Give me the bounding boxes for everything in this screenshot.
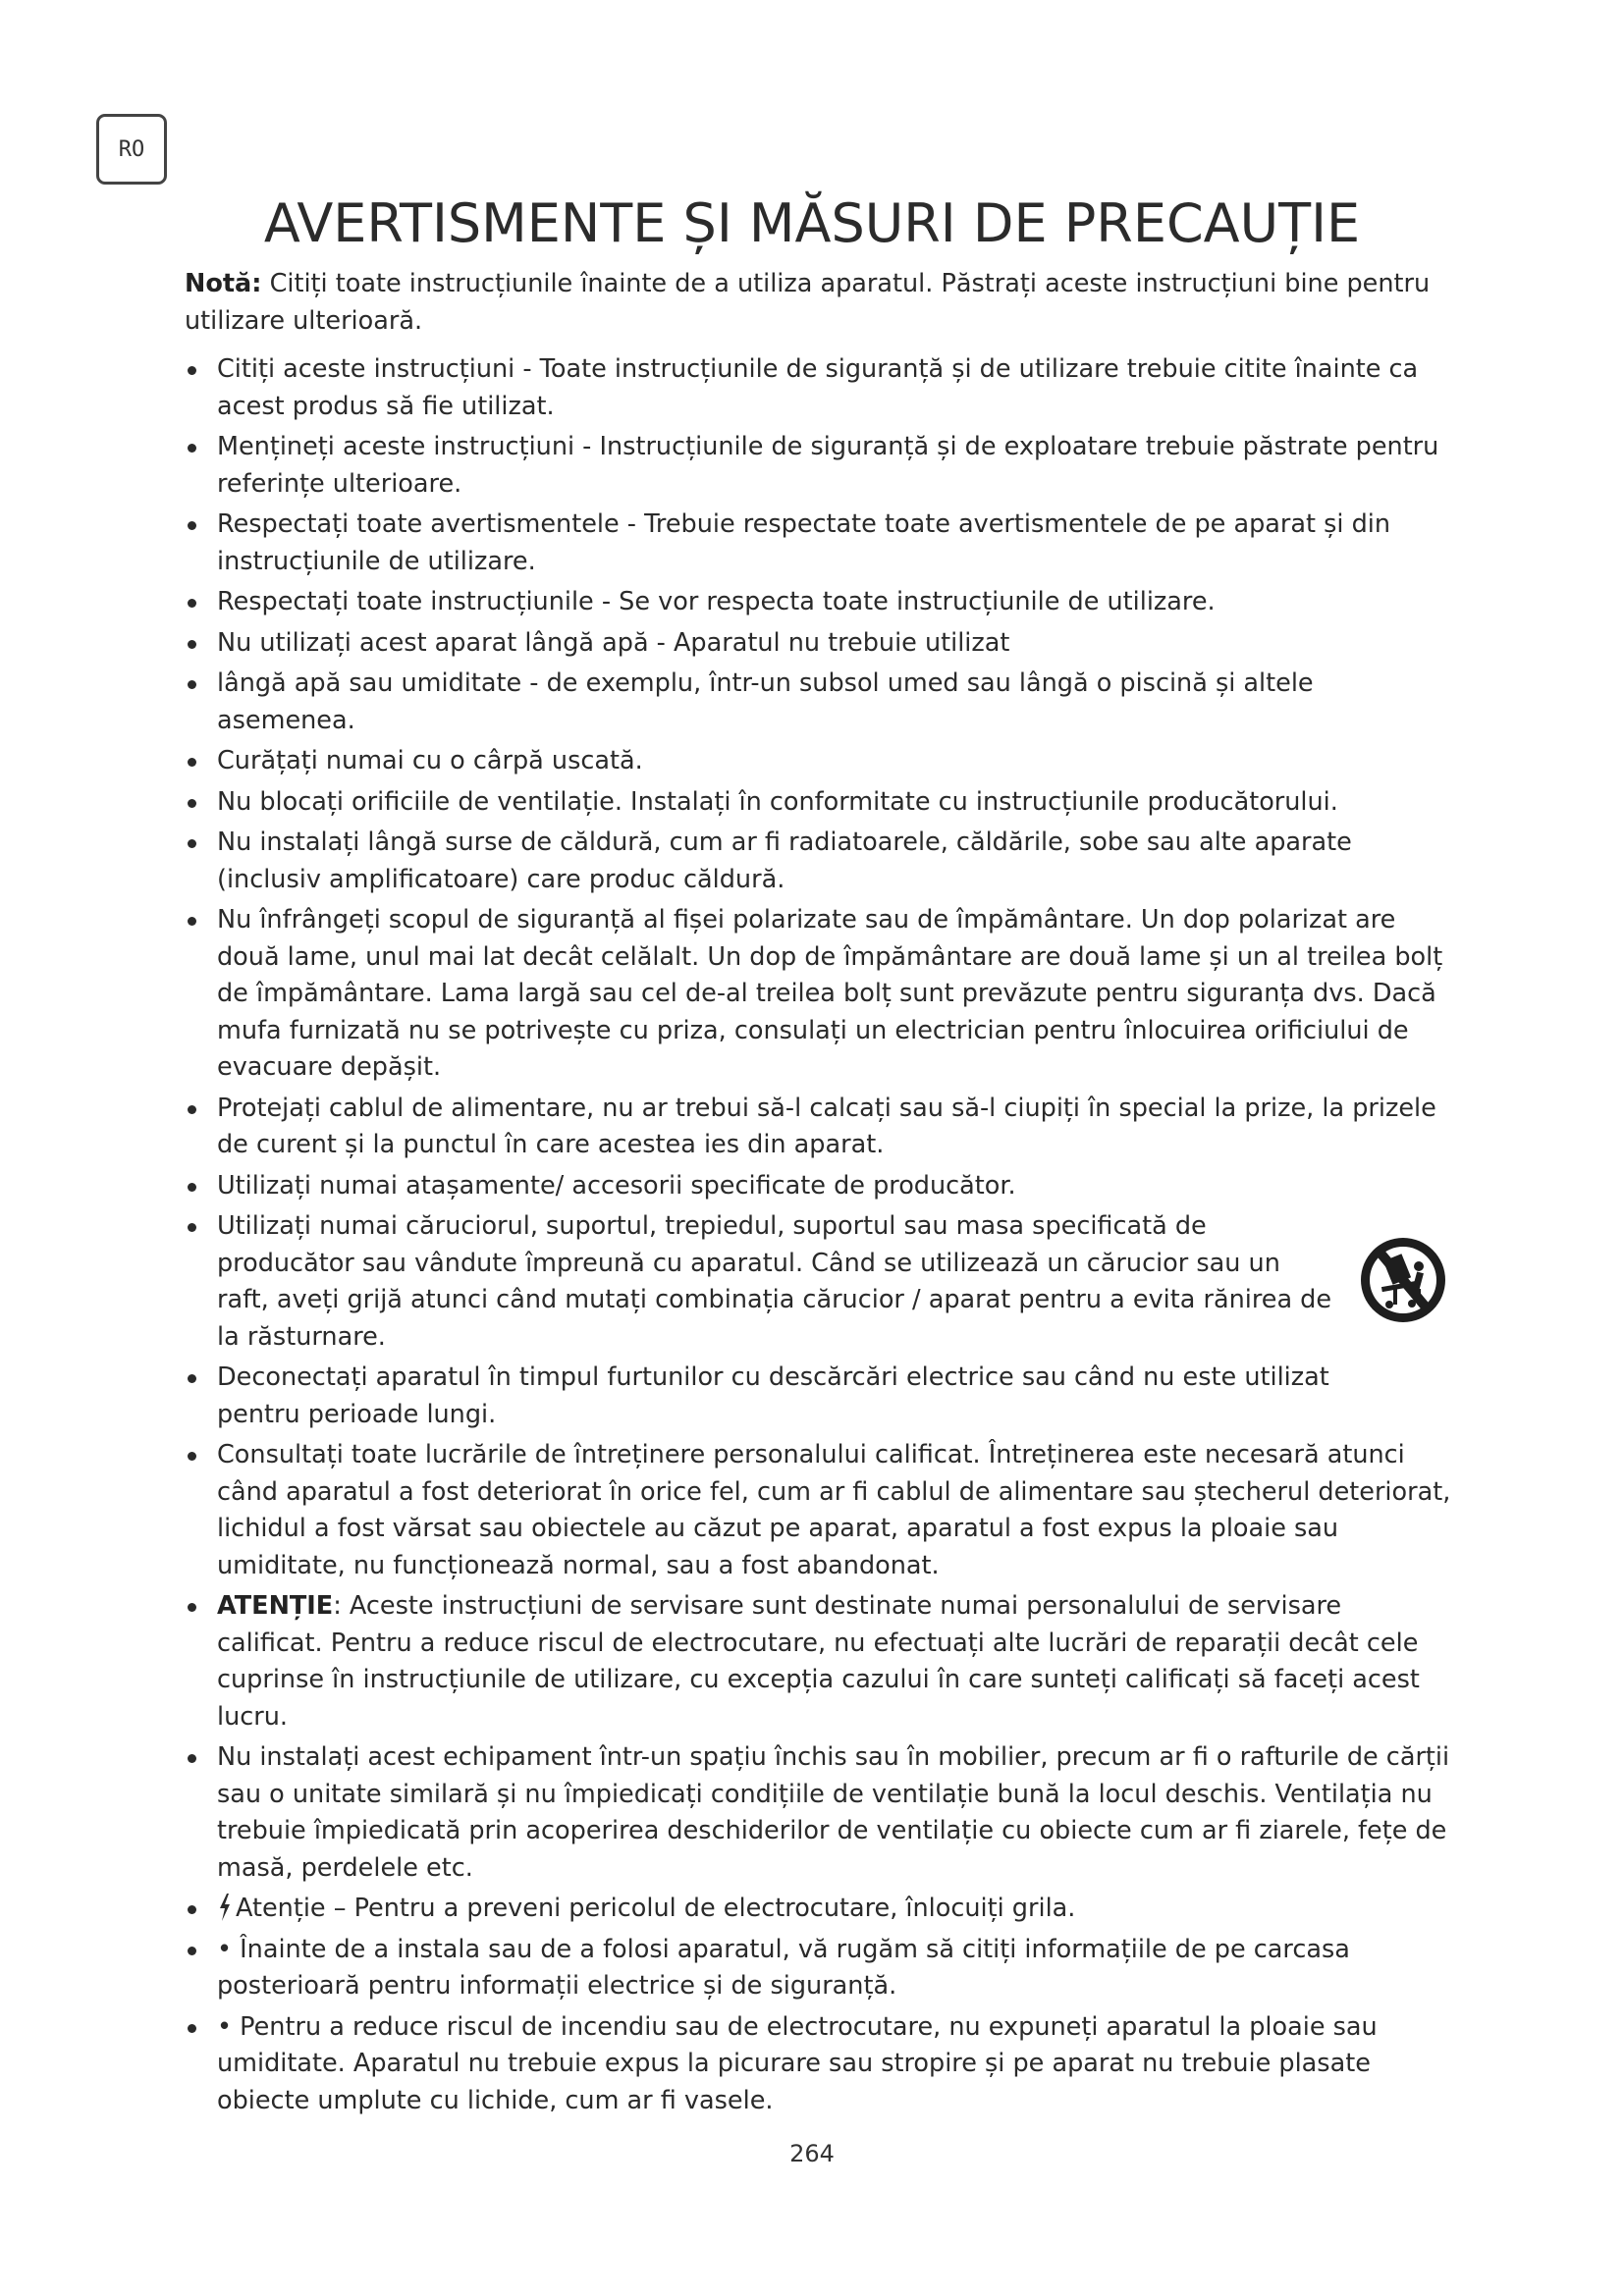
- list-item: Utilizați numai căruciorul, suportul, trepiedul, suportul sau masa specificată de producător sau vândute împreună cu aparatul. Când se utilizează un cărucior sau un raft, aveți grijă atunci când mutați combinația cărucior / aparat pentru a evita rănirea de la răsturnare.: [185, 1208, 1451, 1356]
- safety-instructions-list: [185, 351, 1451, 2123]
- lightning-warning-item: [185, 1891, 1451, 1928]
- lightning-warning-text: Atenție – Pentru a preveni pericolul de electrocutare, înlocuiți grila.: [236, 1894, 1076, 1923]
- note-paragraph: [185, 265, 1446, 340]
- attention-label: ATENȚIE: [217, 1591, 334, 1621]
- list-item: Nu blocați orificiile de ventilație. Instalați în conformitate cu instrucțiunile producătorului.: [185, 784, 1451, 822]
- attention-item: [185, 1588, 1451, 1735]
- attention-text: : Aceste instrucțiuni de servisare sunt destinate numai personalului de servisare calificat. Pentru a reduce riscul de electrocutare, nu efectuați alte lucrări de reparații decât cele cuprinse în instrucțiunile de utilizare, cu excepția cazului în care sunteți calificați să faceți acest lucru.: [217, 1591, 1420, 1732]
- list-item: Consultați toate lucrările de întreținere personalului calificat. Întreținerea este necesară atunci când aparatul a fost deteriorat în orice fel, cum ar fi cablul de alimentare sau ștecherul deteriorat, lichidul a fost vărsat sau obiectele au căzut pe aparat, aparatul a fost expus la ploaie sau umiditate, nu funcționează normal, sau a fost abandonat.: [185, 1437, 1451, 1584]
- list-item: Respectați toate avertismentele - Trebuie respectate toate avertismentele de pe aparat și din instrucțiunile de utilizare.: [185, 507, 1451, 580]
- list-item: Curățați numai cu o cârpă uscată.: [185, 743, 1451, 780]
- note-label: Notă:: [185, 269, 262, 298]
- list-item: Mențineți aceste instrucțiuni - Instrucțiunile de siguranță și de exploatare trebuie păstrate pentru referințe ulterioare.: [185, 429, 1451, 503]
- list-item: Utilizați numai atașamente/ accesorii specificate de producător.: [185, 1168, 1451, 1205]
- page-number: 264: [789, 2140, 835, 2167]
- list-item: Nu instalați acest echipament într-un spațiu închis sau în mobilier, precum ar fi o rafturile de cărții sau o unitate similară și nu împiedicați condițiile de ventilație bună la locul deschis. Ventilația nu trebuie împiedicată prin acoperirea deschiderilor de ventilație cu obiecte cum ar fi ziarele, fețe de masă, perdelele etc.: [185, 1739, 1451, 1887]
- page-title: AVERTISMENTE ȘI MĂSURI DE PRECAUȚIE: [263, 192, 1361, 254]
- list-item: Citiți aceste instrucțiuni - Toate instrucțiunile de siguranță și de utilizare trebuie citite înainte ca acest produs să fie utilizat.: [185, 351, 1451, 425]
- note-text: Citiți toate instrucțiunile înainte de a utiliza aparatul. Păstrați aceste instrucțiuni bine pentru utilizare ulterioară.: [185, 269, 1431, 336]
- list-item: Respectați toate instrucțiunile - Se vor respecta toate instrucțiunile de utilizare.: [185, 584, 1451, 621]
- list-item: Nu utilizați acest aparat lângă apă - Aparatul nu trebuie utilizat: [185, 625, 1451, 663]
- list-item: Nu instalați lângă surse de căldură, cum ar fi radiatoarele, căldările, sobe sau alte aparate (inclusiv amplificatoare) care produc căldură.: [185, 825, 1451, 898]
- language-badge: RO: [96, 114, 167, 185]
- list-item: • Pentru a reduce riscul de incendiu sau de electrocutare, nu expuneți aparatul la ploaie sau umiditate. Aparatul nu trebuie expus la picurare sau stropire și pe aparat nu trebuie plasate obiecte umplute cu lichide, cum ar fi vasele.: [185, 2009, 1451, 2120]
- list-item: lângă apă sau umiditate - de exemplu, într-un subsol umed sau lângă o piscină și altele asemenea.: [185, 666, 1451, 739]
- cart-tip-over-warning-icon: [1358, 1235, 1448, 1325]
- list-item: Deconectați aparatul în timpul furtunilor cu descărcări electrice sau când nu este utilizat pentru perioade lungi.: [185, 1360, 1451, 1433]
- list-item: • Înainte de a instala sau de a folosi aparatul, vă rugăm să citiți informațiile de pe carcasa posterioară pentru informații electrice și de siguranță.: [185, 1932, 1451, 2005]
- lightning-bolt-icon: [217, 1894, 233, 1921]
- list-item: Protejați cablul de alimentare, nu ar trebui să-l calcați sau să-l ciupiți în special la prize, la prizele de curent și la punctul în care acestea ies din aparat.: [185, 1091, 1451, 1164]
- list-item: Nu înfrângeți scopul de siguranță al fișei polarizate sau de împământare. Un dop polarizat are două lame, unul mai lat decât celălalt. Un dop de împământare are două lame și un al treilea bolț de împământare. Lama largă sau cel de-al treilea bolț sunt prevăzute pentru siguranța dvs. Dacă mufa furnizată nu se potrivește cu priza, consulați un electrician pentru înlocuirea orificiului de evacuare depășit.: [185, 902, 1451, 1087]
